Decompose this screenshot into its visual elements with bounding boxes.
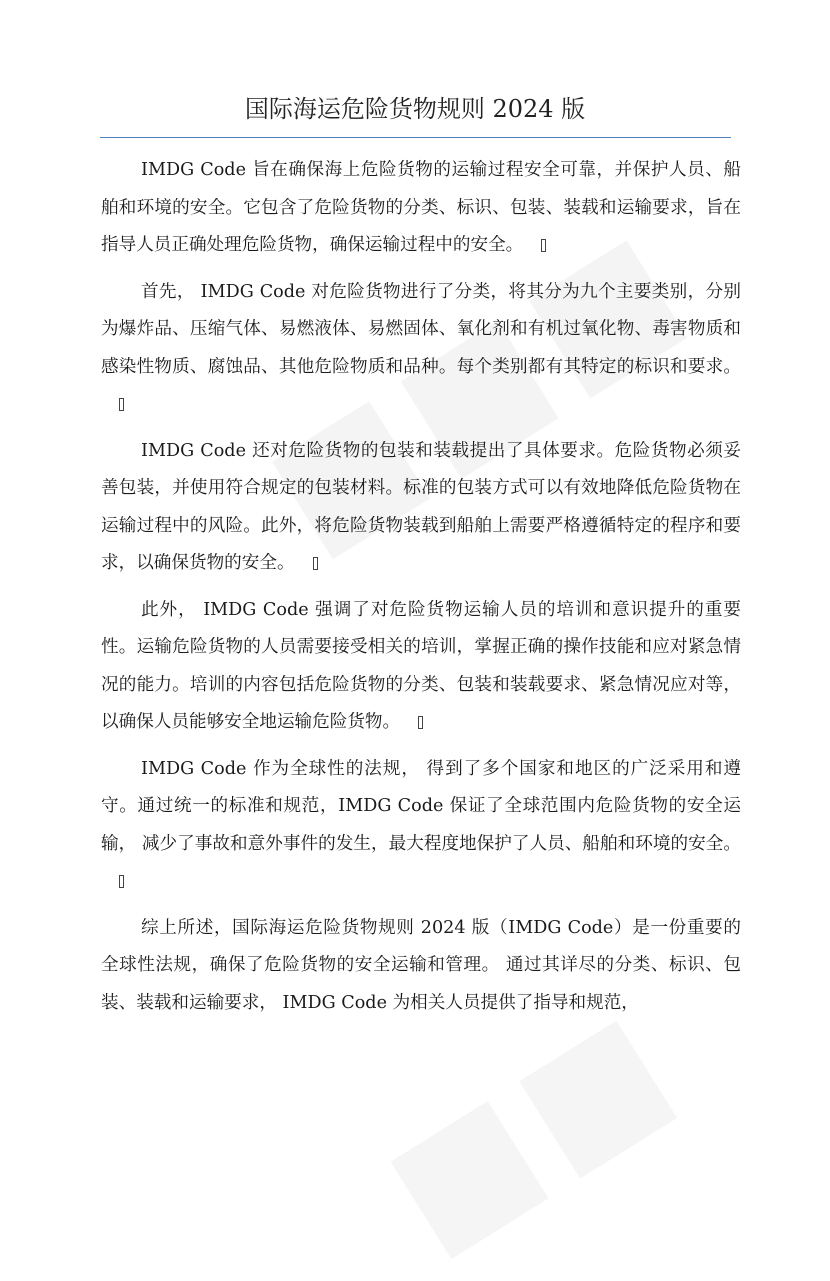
document-body	[101, 152, 741, 1022]
paragraph-text: IMDG Code 作为全球性的法规， 得到了多个国家和地区的广泛采用和遵守。通过统一的标准和规范，IMDG Code 保证了全球范围内危险货物的安全运输， 减少了事故和意外事件的发生，最大程度地保护了人员、船舶和环境的安全。	[101, 758, 741, 854]
paragraph-5	[101, 751, 741, 901]
paragraph-text: IMDG Code 还对危险货物的包装和装载提出了具体要求。危险货物必须妥善包装，并使用符合规定的包装材料。标准的包装方式可以有效地降低危险货物在运输过程中的风险。此外，将危险货物装载到船舶上需要严格遵循特定的程序和要求，以确保货物的安全。	[101, 440, 741, 573]
paragraph-text: IMDG Code 旨在确保海上危险货物的运输过程安全可靠，并保护人员、船舶和环境的安全。它包含了危险货物的分类、标识、包装、装载和运输要求，旨在指导人员正确处理危险货物，确保运输过程中的安全。	[101, 160, 741, 255]
paragraph-2	[101, 274, 741, 424]
paragraph-mark-icon	[541, 239, 546, 252]
title-underline	[100, 137, 731, 138]
paragraph-mark-icon	[119, 875, 124, 888]
paragraph-mark-icon	[313, 557, 318, 570]
paragraph-text: 首先， IMDG Code 对危险货物进行了分类，将其分为九个主要类别，分别为爆炸品、压缩气体、易燃液体、易燃固体、氧化剂和有机过氧化物、毒害物质和感染性物质、腐蚀品、其他危险物质和品种。每个类别都有其特定的标识和要求。	[101, 281, 741, 377]
paragraph-3	[101, 433, 741, 583]
paragraph-text: 综上所述，国际海运危险货物规则 2024 版（IMDG Code）是一份重要的全球性法规，确保了危险货物的安全运输和管理。 通过其详尽的分类、标识、包装、装载和运输要求， IMDG Code 为相关人员提供了指导和规范，	[101, 917, 741, 1013]
paragraph-mark-icon	[418, 716, 423, 729]
paragraph-4	[101, 592, 741, 742]
paragraph-1	[101, 152, 741, 265]
page-title: 国际海运危险货物规则 2024 版	[244, 95, 586, 123]
paragraph-6	[101, 910, 741, 1023]
paragraph-text: 此外， IMDG Code 强调了对危险货物运输人员的培训和意识提升的重要性。运输危险货物的人员需要接受相关的培训，掌握正确的操作技能和应对紧急情况的能力。培训的内容包括危险货物的分类、包装和装载要求、紧急情况应对等，以确保人员能够安全地运输危险货物。	[101, 599, 741, 732]
paragraph-mark-icon	[119, 398, 124, 411]
